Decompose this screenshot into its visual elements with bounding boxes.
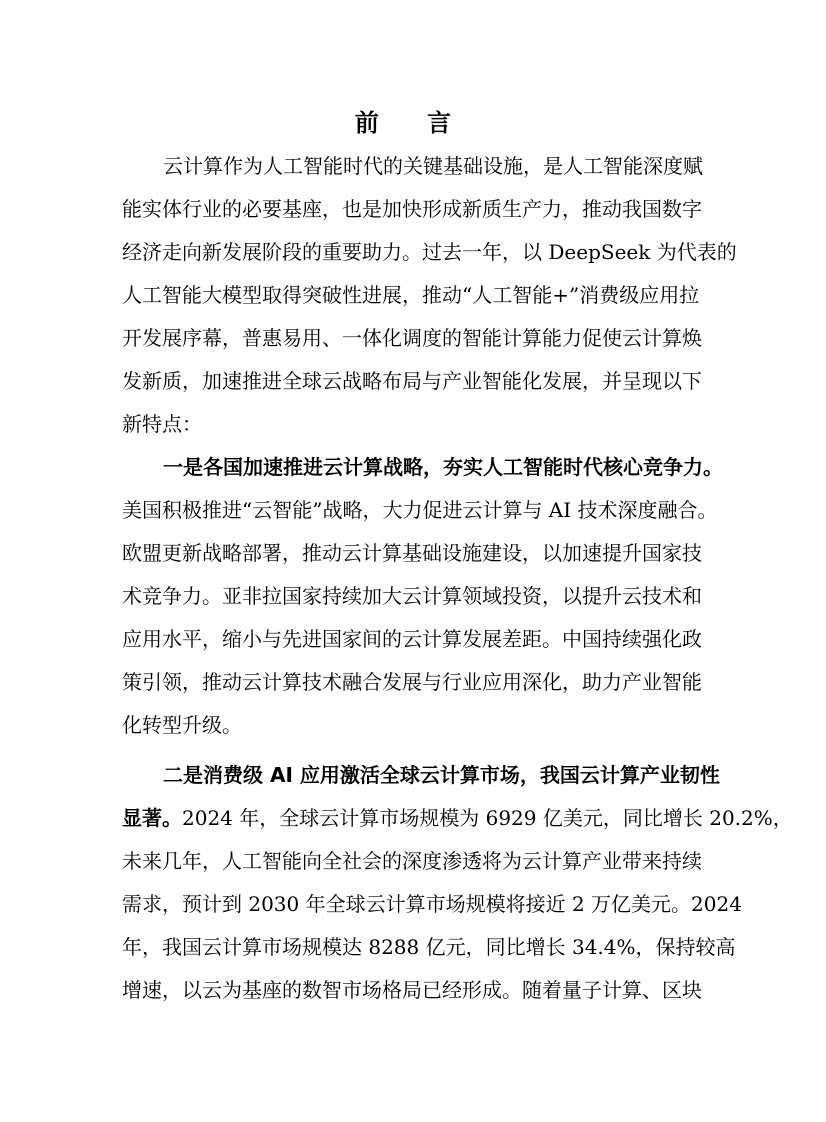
paragraph-2-line-5: 应用水平，缩小与先进国家间的云计算发展差距。中国持续强化政 <box>122 627 702 651</box>
paragraph-3-line-3: 未来几年，人工智能向全社会的深度渗透将为云计算产业带来持续 <box>122 849 702 873</box>
page-title: 前 言 <box>354 109 472 137</box>
paragraph-2-line-3: 欧盟更新战略部署，推动云计算基础设施建设，以加速提升国家技 <box>122 541 702 565</box>
paragraph-1-line-3: 经济走向新发展阶段的重要助力。过去一年，以 DeepSeek 为代表的 <box>122 240 737 264</box>
paragraph-3-line-2 <box>122 798 793 838</box>
paragraph-3-heading <box>163 755 720 795</box>
paragraph-1-line-4: 人工智能大模型取得突破性进展，推动“人工智能+”消费级应用拉 <box>122 283 700 307</box>
paragraph-2-heading-text: 一是各国加速推进云计算战略，夯实人工智能时代核心竞争力。 <box>163 455 723 479</box>
paragraph-3-line-6: 增速，以云为基座的数智市场格局已经形成。随着量子计算、区块 <box>122 978 702 1002</box>
paragraph-2-heading <box>163 447 723 487</box>
paragraph-3-line-5: 年，我国云计算市场规模达 8288 亿元，同比增长 34.4%，保持较高 <box>122 935 736 959</box>
paragraph-1-line-5: 开发展序幕，普惠易用、一体化调度的智能计算能力促使云计算焕 <box>122 326 702 350</box>
paragraph-2-line-7: 化转型升级。 <box>122 713 242 737</box>
paragraph-3-heading-end: 显著。 <box>122 806 182 830</box>
paragraph-1-line-2: 能实体行业的必要基座，也是加快形成新质生产力，推动我国数字 <box>122 197 702 221</box>
paragraph-1-line-1: 云计算作为人工智能时代的关键基础设施，是人工智能深度赋 <box>163 154 703 178</box>
paragraph-1-line-6: 发新质，加速推进全球云战略布局与产业智能化发展，并呈现以下 <box>122 369 702 393</box>
paragraph-3-line-4: 需求，预计到 2030 年全球云计算市场规模将接近 2 万亿美元。2024 <box>122 892 742 916</box>
paragraph-1-line-7: 新特点： <box>122 412 202 436</box>
paragraph-3-line-2-text: 2024 年，全球云计算市场规模为 6929 亿美元，同比增长 20.2%， <box>182 806 793 830</box>
paragraph-3-heading-text: 二是消费级 AI 应用激活全球云计算市场，我国云计算产业韧性 <box>163 763 720 787</box>
paragraph-2-line-6: 策引领，推动云计算技术融合发展与行业应用深化，助力产业智能 <box>122 670 702 694</box>
paragraph-2-line-4: 术竞争力。亚非拉国家持续加大云计算领域投资，以提升云技术和 <box>122 584 702 608</box>
paragraph-2-line-2: 美国积极推进“云智能”战略，大力促进云计算与 AI 技术深度融合。 <box>122 498 718 522</box>
